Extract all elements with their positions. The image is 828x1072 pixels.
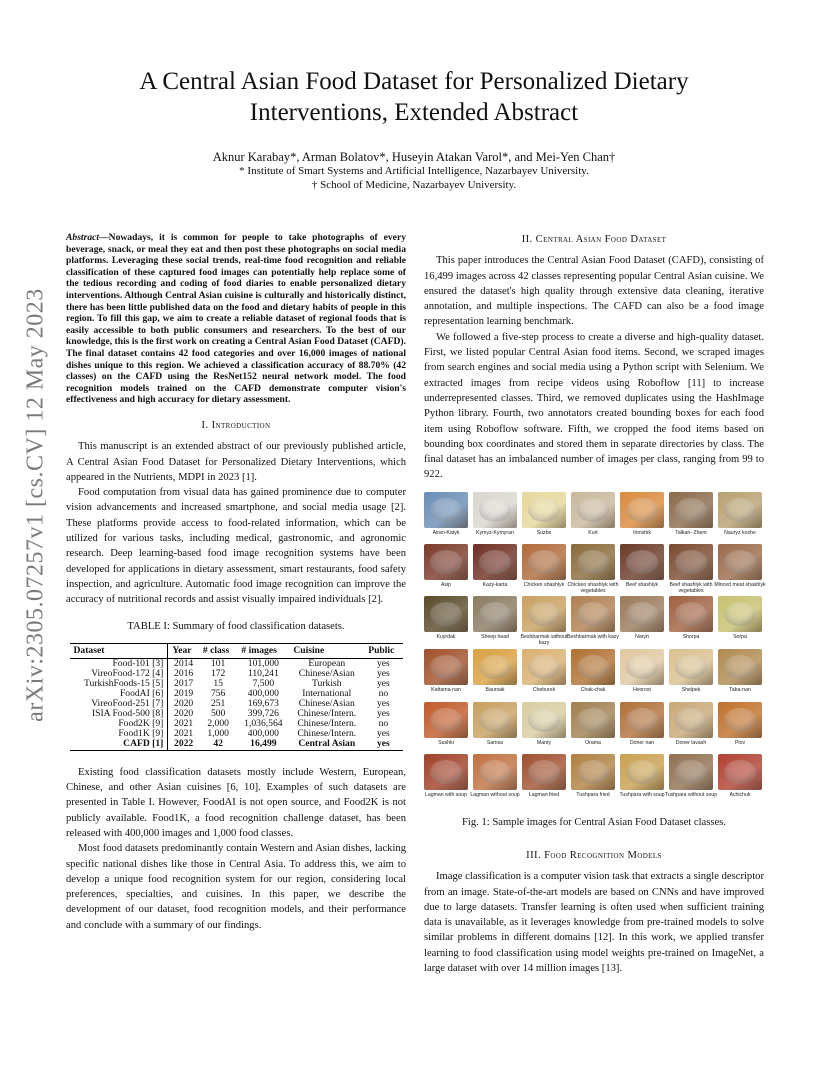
right-column	[424, 232, 764, 483]
food-class-sample	[424, 702, 468, 752]
food-image	[669, 754, 713, 790]
left-column	[66, 232, 406, 933]
food-class-sample	[669, 492, 713, 542]
table-header-cell: # class	[199, 643, 238, 658]
food-image	[522, 492, 566, 528]
food-class-sample	[571, 702, 615, 752]
food-class-label: Doner lavash	[675, 740, 707, 746]
food-image	[718, 702, 762, 738]
table-cell: 16,499	[237, 739, 289, 751]
food-image	[522, 702, 566, 738]
table-row	[70, 739, 403, 751]
table-cell: International	[302, 687, 352, 699]
food-class-sample	[669, 702, 713, 752]
food-class-label: Sushki	[438, 740, 454, 746]
title-line-1: A Central Asian Food Dataset for Personalized Dietary	[139, 68, 689, 95]
food-class-sample	[571, 754, 615, 804]
food-class-sample	[522, 596, 566, 646]
food-class-label: Shelpek	[681, 687, 701, 693]
food-image	[571, 544, 615, 580]
table-cell: yes	[376, 697, 390, 709]
food-class-label: Kurt	[588, 530, 598, 536]
table-cell: yes	[376, 677, 390, 689]
food-image	[620, 544, 664, 580]
table-cell: no	[378, 717, 389, 729]
food-image	[473, 492, 517, 528]
table-cell: 2020	[174, 697, 194, 709]
food-class-label: Tushpara fried	[576, 792, 610, 798]
datasets-table	[70, 643, 403, 751]
food-class-sample	[424, 754, 468, 804]
table-cell: no	[378, 687, 389, 699]
food-class-label: Kuyrdak	[436, 634, 456, 640]
table-cell: Food2K [9]	[70, 719, 168, 729]
table-cell: 400,000	[247, 727, 279, 739]
table-cell: TurkishFoods-15 [5]	[70, 679, 168, 689]
food-image	[669, 544, 713, 580]
table-cell: yes	[364, 739, 402, 751]
food-class-sample	[664, 754, 718, 804]
food-class-sample	[522, 492, 566, 542]
table-cell: 101	[210, 657, 226, 669]
food-class-sample	[473, 702, 517, 752]
food-image	[522, 596, 566, 632]
food-image	[473, 649, 517, 685]
food-class-sample	[567, 596, 619, 646]
food-class-sample	[620, 702, 664, 752]
section-number: III.	[526, 850, 541, 861]
food-class-label: Manty	[536, 740, 552, 746]
paper-title	[80, 66, 748, 128]
food-image	[718, 492, 762, 528]
food-class-sample	[424, 596, 468, 646]
food-class-label: Lagman without soup	[470, 792, 520, 798]
food-class-label: Minced meat shashlyk	[714, 582, 766, 588]
table-cell: 101,000	[247, 657, 279, 669]
food-class-sample	[522, 544, 566, 594]
table-cell: 2016	[174, 667, 194, 679]
food-class-label: Baursak	[485, 687, 505, 693]
table-cell: 2021	[174, 717, 194, 729]
food-class-label: Lagman fried	[528, 792, 560, 798]
section-title: Central Asian Food Dataset	[535, 234, 667, 245]
food-image	[473, 754, 517, 790]
section-title: Food Recognition Models	[544, 850, 662, 861]
intro-paragraph-4: Most food datasets predominantly contain Western and Asian dishes, lacking specific national dishes like those in Central Asia. To address this, we aim to develop a unique food recognition system for our region, considering local preferences, specialties, and cuisines. In this paper, we describe the development of our dataset, food recognition models, and their performance and conclude with a summary of our findings.	[66, 843, 406, 931]
abstract-text: —Nowadays, it is common for people to take photographs of every beverage, snack, or meal they eat and then post these photographs on social media platforms. Leveraging these social trends, real-time food recognition and reliable classification of these captured food images can potentially help replace some of the tedious recording and coding of food diaries to enable personalized dietary interventions. Although Central Asian cuisine is culturally and historically distinct, there has been little published data on the food and dietary habits of people in this region. To fill this gap, we aim to create a reliable dataset of regional foods that is easily accessible to both public consumers and researchers. To the best of our knowledge, this is the first work on creating a Central Asian Food Dataset (CAFD). The final dataset contains 42 food categories and over 16,000 images of national dishes unique to this region. We achieved a classification accuracy of 88.70% (42 classes) on the CAFD using the ResNet152 neural network model. The food recognition models trained on the CAFD demonstrate computer vision's effectiveness and high accuracy for dietary assessment.	[66, 232, 406, 406]
section-number: I.	[201, 419, 209, 431]
table-cell: FoodAI [6]	[70, 689, 168, 699]
food-class-sample	[620, 492, 664, 542]
table-cell: 169,673	[247, 697, 279, 709]
food-class-label: Cheburek	[532, 687, 556, 693]
food-class-sample	[718, 649, 762, 699]
table-cell: 2020	[174, 707, 194, 719]
table-cell: 172	[210, 667, 226, 679]
food-class-label: Sorpa	[733, 634, 747, 640]
intro-paragraph-3: Existing food classification datasets mostly include Western, European, Chinese, and other Asian cuisines [6, 10]. Examples of such datasets are presented in Table I. However, FoodAI is not open source, and Food2K is not publicly available. Food1K, a food recognition challenge dataset, has been released with 400,000 images and 1,000 food classes.	[66, 766, 406, 839]
table-cell: yes	[376, 707, 390, 719]
food-class-label: Asip	[440, 582, 452, 588]
table-cell: VireoFood-172 [4]	[70, 669, 168, 679]
food-image	[620, 702, 664, 738]
food-class-label: Kazy-karta	[482, 582, 508, 588]
table-caption: TABLE I: Summary of food classification datasets.	[127, 621, 345, 633]
food-image	[718, 754, 762, 790]
food-image	[669, 702, 713, 738]
table-cell: 399,726	[247, 707, 279, 719]
food-class-label: Irimshik	[633, 530, 651, 536]
food-class-label: Suzbe	[536, 530, 552, 536]
table-cell: 500	[210, 707, 226, 719]
food-image	[571, 596, 615, 632]
food-class-sample	[567, 544, 619, 594]
abstract	[66, 232, 406, 406]
table-cell: 756	[210, 687, 226, 699]
table-cell: Chinese/Asian	[298, 697, 355, 709]
food-class-label: Chicken shashlyk with vegetables	[567, 582, 619, 594]
table-cell: yes	[376, 667, 390, 679]
food-class-sample	[620, 754, 664, 804]
food-class-label: Sheep head	[481, 634, 509, 640]
food-class-sample	[669, 596, 713, 646]
food-class-sample	[424, 492, 468, 542]
food-class-label: Doner nan	[629, 740, 655, 746]
food-image	[669, 492, 713, 528]
table-cell: CAFD [1]	[70, 739, 168, 751]
food-class-sample	[473, 649, 517, 699]
table-cell: 2021	[174, 727, 194, 739]
table-cell: 110,241	[247, 667, 279, 679]
table-cell: 2017	[174, 677, 194, 689]
table-cell: Food-101 [3]	[70, 658, 168, 669]
food-class-label: Taba-nan	[729, 687, 751, 693]
affiliation-1: * Institute of Smart Systems and Artificial Intelligence, Nazarbayev University.	[239, 165, 589, 177]
right-column-lower	[424, 848, 764, 976]
table-cell: 1,000	[207, 727, 229, 739]
table-cell: European	[308, 657, 346, 669]
food-image	[424, 754, 468, 790]
food-class-label: Chicken shashlyk	[523, 582, 565, 588]
food-class-sample	[571, 492, 615, 542]
food-class-sample	[424, 544, 468, 594]
table-cell: yes	[376, 657, 390, 669]
food-image	[522, 544, 566, 580]
food-class-sample	[718, 754, 762, 804]
food-image	[718, 544, 762, 580]
table-cell: Chinese/Asian	[298, 667, 355, 679]
food-class-label: Beshbarmak with kazy	[567, 634, 619, 640]
food-class-sample	[522, 649, 566, 699]
table-cell: Turkish	[312, 677, 342, 689]
food-class-sample	[669, 649, 713, 699]
food-class-label: Beef shashlyk with vegetables	[669, 582, 713, 594]
food-class-sample	[620, 596, 664, 646]
figure-caption: Fig. 1: Sample images for Central Asian Food Dataset classes.	[462, 817, 726, 828]
food-image	[473, 596, 517, 632]
table-header-row	[70, 643, 403, 658]
table-cell: Chinese/Intern.	[297, 707, 357, 719]
food-class-sample	[522, 754, 566, 804]
food-image	[571, 649, 615, 685]
food-class-label: Chak-chak	[580, 687, 606, 693]
models-paragraph-1: Image classification is a computer vision task that extracts a single descriptor from an image. State-of-the-art models are based on CNNs and have improved due to large datasets. Transfer learning is often used when sufficient training data is unavailable, as it leverages knowledge from pre-trained models to solve similar problems in different domains [12]. In this work, we applied transfer learning to food classification using model weights pre-trained on ImageNet, a large dataset with over 14 million images [13].	[424, 871, 764, 975]
intro-paragraph-2: Food computation from visual data has gained prominence due to computer vision advancements and increased smartphone, and social media usage [2]. These platforms provide access to food-related information, which can be utilized for various tasks, including medical, gastronomic, and agronomic research. Deep learning-based food image recognition systems have been developed for applications in dietary assessment, smart restaurants, food safety inspection, and agriculture. Automatic food image recognition can improve the accuracy of nutritional records and assist visually impaired individuals [2].	[66, 487, 406, 606]
table-body	[70, 658, 403, 750]
table-cell: ISIA Food-500 [8]	[70, 709, 168, 719]
food-image	[571, 754, 615, 790]
food-image	[620, 649, 664, 685]
author-list: Aknur Karabay*, Arman Bolatov*, Huseyin Atakan Varol*, and Mei-Yen Chan†	[212, 150, 616, 164]
food-image	[718, 596, 762, 632]
table-cell: 7,500	[252, 677, 275, 689]
food-image	[424, 702, 468, 738]
food-image	[522, 649, 566, 685]
section-number: II.	[521, 234, 533, 245]
food-image	[473, 702, 517, 738]
food-class-label: Lagman with soup	[424, 792, 468, 798]
table-header-cell: Year	[168, 643, 199, 658]
food-class-sample	[620, 544, 664, 594]
table-header-cell: # images	[237, 643, 289, 658]
table-cell: 251	[210, 697, 226, 709]
food-image	[424, 544, 468, 580]
food-class-label: Tushpara with soup	[619, 792, 665, 798]
food-class-sample	[522, 702, 566, 752]
food-class-label: Talkan- Zhent	[675, 530, 707, 536]
food-class-sample	[669, 544, 713, 594]
food-image	[620, 596, 664, 632]
dataset-paragraph-2: We followed a five-step process to create a diverse and high-quality dataset. First, we listed popular Central Asian food items. Second, we scraped images from search engines and social media using a Python script with Selenium. We extracted images from recipe videos using Roboflow [11] to increase underrepresented classes. Third, we removed duplicates using the HashImage Python library. Fourth, two annotators created bounding boxes for each food item using Roboflow software. Fifth, we cropped the food items based on bounding box coordinates and stored them in separate directories by class. The final dataset has an imbalanced number of images per class, ranging from 99 to 922.	[424, 331, 764, 481]
section-heading-models	[424, 848, 764, 863]
food-image	[620, 754, 664, 790]
affiliation-2: † School of Medicine, Nazarbayev University.	[311, 179, 517, 191]
food-image	[669, 596, 713, 632]
intro-paragraph-1: This manuscript is an extended abstract of our previously published article, A Central Asian Food Dataset for Personalized Dietary Interventions, which appeared in the Nutrients, MDPI in 2023 [1].	[66, 441, 406, 483]
table-cell: yes	[376, 727, 390, 739]
food-image	[571, 702, 615, 738]
abstract-label: Abstract	[66, 232, 100, 243]
food-class-label: Kymyz-Kymyran	[476, 530, 514, 536]
food-image	[669, 649, 713, 685]
food-class-label: Beshbarmak without kazy	[520, 634, 568, 646]
food-class-sample	[473, 596, 517, 646]
table-cell: 2019	[174, 687, 194, 699]
food-class-label: Achichuk	[729, 792, 751, 798]
food-class-sample	[473, 544, 517, 594]
table-header-cell: Cuisine	[289, 643, 364, 658]
food-class-label: Beef shashlyk	[625, 582, 659, 588]
table-header-cell: Dataset	[70, 643, 168, 658]
table-header-cell: Public	[364, 643, 402, 658]
food-image	[473, 544, 517, 580]
table-cell: Food1K [9]	[70, 729, 168, 739]
table-cell: Central Asian	[289, 739, 364, 751]
title-line-2: Interventions, Extended Abstract	[249, 99, 579, 126]
food-class-label: Tushpara without soup	[664, 792, 718, 798]
food-class-label: Naryn	[635, 634, 649, 640]
table-cell: 2022	[168, 739, 199, 751]
food-class-label: Samsa	[486, 740, 504, 746]
table-cell: 2014	[174, 657, 194, 669]
food-class-sample	[571, 649, 615, 699]
table-cell: 15	[213, 677, 223, 689]
food-class-sample	[718, 702, 762, 752]
table-cell: Chinese/Intern.	[297, 717, 357, 729]
food-image	[424, 492, 468, 528]
section-heading-introduction	[66, 418, 406, 433]
food-image	[620, 492, 664, 528]
food-class-label: Orama	[585, 740, 601, 746]
table-cell: 1,036,564	[244, 717, 283, 729]
food-class-label: Hvorost	[633, 687, 651, 693]
food-class-sample	[470, 754, 520, 804]
food-image	[522, 754, 566, 790]
food-image	[571, 492, 615, 528]
table-cell: 42	[199, 739, 238, 751]
table-cell: Chinese/Intern.	[297, 727, 357, 739]
food-sample-figure	[424, 492, 764, 804]
food-class-sample	[718, 492, 762, 542]
food-class-sample	[714, 544, 766, 594]
arxiv-stamp	[24, 275, 48, 735]
food-image	[424, 596, 468, 632]
table-cell: 2,000	[207, 717, 229, 729]
food-image	[424, 649, 468, 685]
table-cell: VireoFood-251 [7]	[70, 699, 168, 709]
food-class-sample	[473, 492, 517, 542]
food-class-sample	[620, 649, 664, 699]
dataset-paragraph-1: This paper introduces the Central Asian Food Dataset (CAFD), consisting of 16,499 images across 42 classes representing popular Central Asian cuisine. We ensured the dataset's high quality through extensive data cleaning, iterative annotation, and multiple inspections. The CAFD can also be a food image representation learning benchmark.	[424, 255, 764, 328]
food-class-label: Shorpa	[682, 634, 700, 640]
section-title: Introduction	[211, 419, 271, 431]
food-class-sample	[718, 596, 762, 646]
section-heading-dataset	[424, 232, 764, 247]
arxiv-identifier[interactable]: arXiv:2305.07257v1 [cs.CV] 12 May 2023	[22, 288, 49, 722]
table-cell: 400,000	[247, 687, 279, 699]
food-class-sample	[424, 649, 468, 699]
food-class-label: Airan-Katyk	[432, 530, 460, 536]
food-image	[718, 649, 762, 685]
food-class-label: Plov	[734, 740, 746, 746]
food-class-label: Kattama-nan	[431, 687, 461, 693]
food-class-label: Nauryz kozhe	[724, 530, 756, 536]
